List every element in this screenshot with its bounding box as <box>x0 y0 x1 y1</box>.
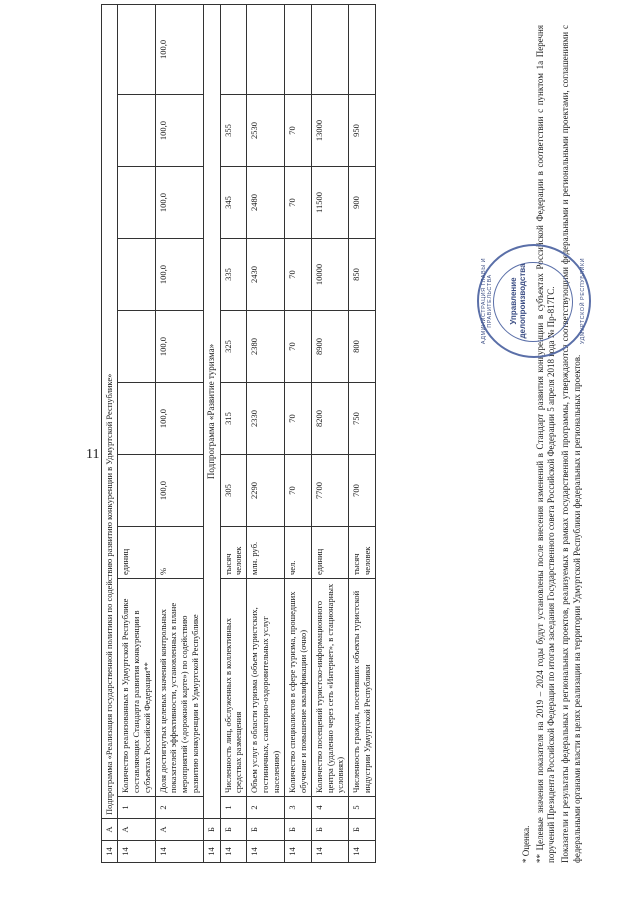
cell-value: 11500 <box>311 167 349 239</box>
cell-value: 325 <box>220 311 247 383</box>
cell-value: 70 <box>284 95 311 167</box>
cell-value: 2380 <box>247 311 285 383</box>
cell-code: 14 <box>247 841 285 863</box>
footnotes <box>521 25 585 863</box>
cell-value: 2290 <box>247 455 285 527</box>
cell-value: 100,0 <box>155 239 204 311</box>
cell-letter: Б <box>349 819 376 841</box>
cell-value: 900 <box>349 167 376 239</box>
cell-value <box>117 4 155 94</box>
table-row-header <box>102 4 118 862</box>
subprogram-a-title: Подпрограмма «Реализация государственной политики по содействию развитию конкуренции в Удмуртской Республике» <box>102 4 118 818</box>
cell-indicator-name: Объем услуг в области туризма (объем туристских, гостиничных, санаторно-оздоровительных услуг населению) <box>247 579 285 797</box>
cell-number: 3 <box>284 797 311 819</box>
cell-value <box>117 95 155 167</box>
cell-value: 13000 <box>311 95 349 167</box>
cell-value: 2480 <box>247 167 285 239</box>
table-row <box>247 4 285 862</box>
cell-value: 100,0 <box>155 383 204 455</box>
cell-value: 950 <box>349 95 376 167</box>
cell-number: 1 <box>220 797 247 819</box>
rotated-page-content <box>101 25 604 863</box>
cell-code: 14 <box>117 841 155 863</box>
cell-letter: Б <box>247 819 285 841</box>
cell-value: 8200 <box>311 383 349 455</box>
cell-unit: тысяч человек <box>220 527 247 579</box>
cell-value: 100,0 <box>155 311 204 383</box>
cell-number: 1 <box>117 797 155 819</box>
cell-value <box>117 455 155 527</box>
cell-value: 100,0 <box>155 455 204 527</box>
table-row <box>311 4 349 862</box>
cell-value: 7700 <box>311 455 349 527</box>
cell-value: 850 <box>349 239 376 311</box>
cell-code: 14 <box>102 841 118 863</box>
cell-value: 315 <box>220 383 247 455</box>
footnote: * Оценка. <box>521 825 531 863</box>
cell-unit: чел. <box>284 527 311 579</box>
cell-number: 4 <box>311 797 349 819</box>
cell-value: 2330 <box>247 383 285 455</box>
cell-empty <box>311 4 349 94</box>
cell-value: 70 <box>284 239 311 311</box>
cell-code: 14 <box>220 841 247 863</box>
cell-indicator-name: Количество специалистов в сфере туризма, прошедших обучение и повышение квалификации (очно) <box>284 579 311 797</box>
cell-unit: единиц <box>311 527 349 579</box>
cell-value: 355 <box>220 95 247 167</box>
official-stamp <box>477 244 591 358</box>
stamp-inner-circle <box>493 262 573 342</box>
cell-number: 2 <box>247 797 285 819</box>
cell-number: 2 <box>155 797 204 819</box>
cell-code: 14 <box>204 841 221 863</box>
stamp-ring-text: АДМИНИСТРАЦИЯ ГЛАВЫ И ПРАВИТЕЛЬСТВА <box>481 257 493 345</box>
table-row <box>349 4 376 862</box>
cell-letter: Б <box>220 819 247 841</box>
indicators-table <box>101 4 376 863</box>
cell-indicator-name: Количество реализованных в Удмуртской Республике составляющих Стандарта развития конкуренции в субъектах Российской Федерации** <box>117 579 155 797</box>
table-row-section-b <box>204 4 221 862</box>
footnote: ** Целевые значения показателя на 2019 – 2024 годы будут установлены после внесения изменений в Стандарт развития конкуренции в субъектах Российской Федерации в соответствии с пунктом 1а Перечня поручений Президента Российской Федерации по итогам заседания Государственного совета Российской Федерации 5 апреля 2018 года № Пр-817ГС. <box>534 25 557 863</box>
cell-value: 305 <box>220 455 247 527</box>
cell-value: 345 <box>220 167 247 239</box>
cell-empty <box>349 4 376 94</box>
cell-value <box>117 311 155 383</box>
cell-empty <box>247 4 285 94</box>
cell-empty <box>220 4 247 94</box>
cell-code: 14 <box>284 841 311 863</box>
cell-value: 2430 <box>247 239 285 311</box>
cell-value: 700 <box>349 455 376 527</box>
cell-value: 800 <box>349 311 376 383</box>
stamp-center-text: Управление делопроизводства <box>509 263 528 339</box>
cell-value: 70 <box>284 167 311 239</box>
table-row <box>220 4 247 862</box>
cell-value: 70 <box>284 311 311 383</box>
table-row <box>155 4 204 862</box>
cell-indicator-name: Численность граждан, посетивших объекты туристской индустрии Удмуртской Республики <box>349 579 376 797</box>
cell-indicator-name: Доля достигнутых целевых значений контрольных показателей эффективности, установленных в плане мероприятий («дорожной карте») по содействию развитию конкуренции в Удмуртской Республике <box>155 579 204 797</box>
cell-value <box>117 239 155 311</box>
cell-letter: А <box>117 819 155 841</box>
page-number: 11 <box>86 447 100 462</box>
cell-letter: А <box>102 819 118 841</box>
cell-value <box>117 167 155 239</box>
table-row <box>117 4 155 862</box>
cell-unit: единиц <box>117 527 155 579</box>
cell-value <box>117 383 155 455</box>
stamp-ring-text: УДМУРТСКОЙ РЕСПУБЛИКИ <box>580 257 586 345</box>
cell-value: 8900 <box>311 311 349 383</box>
cell-value: 100,0 <box>155 95 204 167</box>
cell-number: 5 <box>349 797 376 819</box>
cell-empty <box>284 4 311 94</box>
cell-value: 10000 <box>311 239 349 311</box>
cell-code: 14 <box>349 841 376 863</box>
cell-value: 70 <box>284 455 311 527</box>
cell-letter: Б <box>311 819 349 841</box>
cell-value: 100,0 <box>155 4 204 94</box>
cell-unit: млн. руб. <box>247 527 285 579</box>
footnote: Показатели и результаты федеральных и региональных проектов, реализуемых в рамках государственной программы, утверждаются соответствующими федеральными и региональными проектами, соглашениями с федеральными органами власти в целях реализации на территории Удмуртской Республики федеральных и региональных проектов. <box>560 25 582 863</box>
cell-value: 70 <box>284 383 311 455</box>
cell-code: 14 <box>311 841 349 863</box>
cell-indicator-name: Количество посещений туристско-информационного центра (удаленно через сеть «Интернет», в стационарных условиях) <box>311 579 349 797</box>
cell-code: 14 <box>155 841 204 863</box>
subprogram-b-title: Подпрограмма «Развитие туризма» <box>204 4 221 818</box>
cell-unit: % <box>155 527 204 579</box>
cell-value: 335 <box>220 239 247 311</box>
cell-letter: Б <box>284 819 311 841</box>
cell-letter: Б <box>204 819 221 841</box>
cell-value: 2530 <box>247 95 285 167</box>
cell-unit: тысяч человек <box>349 527 376 579</box>
table-row <box>284 4 311 862</box>
cell-value: 750 <box>349 383 376 455</box>
cell-value: 100,0 <box>155 167 204 239</box>
cell-indicator-name: Численность лиц, обслуженных в коллективных средствах размещения <box>220 579 247 797</box>
cell-letter: А <box>155 819 204 841</box>
